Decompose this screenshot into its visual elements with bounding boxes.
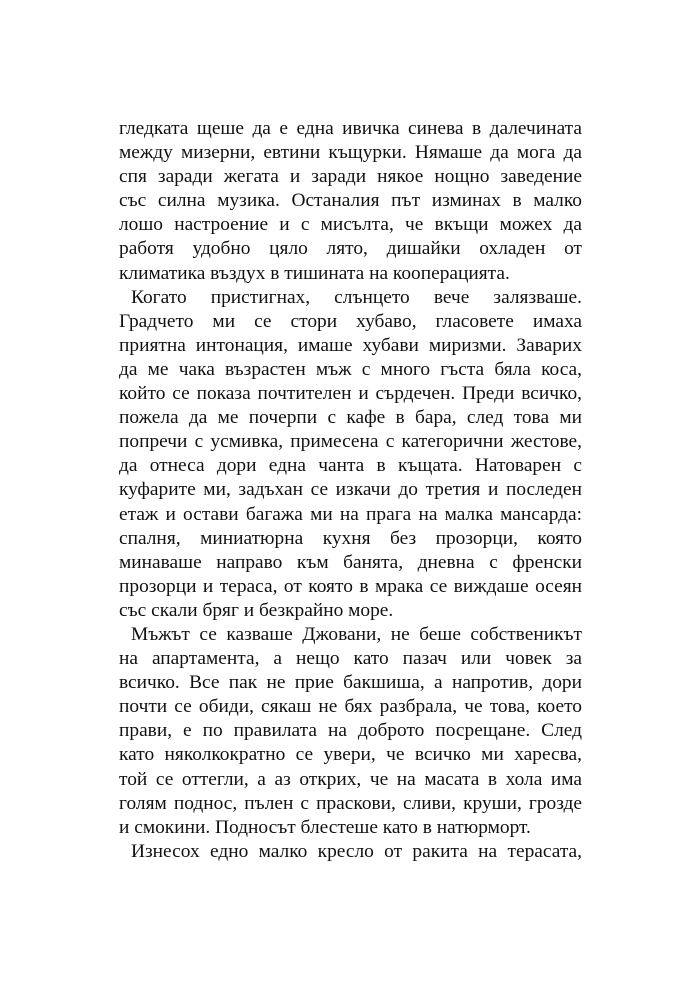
text-line: Когато пристигнах, слънцето вече залязваше.	[131, 286, 582, 308]
text-line: Мъжът се казваше Джовани, не беше собственикът	[131, 623, 582, 645]
text-line: на апартамента, а нещо като пазач или човек за	[119, 648, 582, 670]
text-line: етаж и остави багажа ми на прага на малка мансарда:	[119, 503, 582, 525]
text-line: той се оттегли, а аз открих, че на масата в хола има	[119, 768, 582, 790]
text-line: климатика въздух в тишината на кооперацията.	[119, 262, 510, 284]
book-page-text	[119, 117, 582, 864]
text-line: със скали бряг и безкрайно море.	[119, 599, 394, 621]
text-line: лошо настроение и с мисълта, че вкъщи можех да	[119, 214, 582, 236]
text-line: като няколкократно се увери, че всичко ми харесва,	[119, 744, 582, 766]
text-line: куфарите ми, задъхан се изкачи до третия и последен	[119, 479, 582, 501]
text-line: Изнесох едно малко кресло от ракита на терасата,	[131, 840, 582, 862]
text-line: всичко. Все пак не прие бакшиша, а напротив, дори	[119, 672, 582, 694]
text-line: да ме чака възрастен мъж с много гъста бяла коса,	[119, 358, 582, 380]
text-line: минаваше направо към банята, дневна с френски	[119, 551, 582, 573]
text-line: пожела да ме почерпи с кафе в бара, след това ми	[119, 407, 582, 429]
text-line: прозорци и тераса, от която в мрака се виждаше осеян	[119, 575, 582, 597]
text-line: който се показа почтителен и сърдечен. Преди всичко,	[119, 383, 582, 405]
text-line: попречи с усмивка, примесена с категорични жестове,	[119, 431, 582, 453]
text-line: приятна интонация, имаше хубави миризми. Заварих	[119, 334, 582, 356]
text-line: да отнеса дори една чанта в къщата. Натоварен с	[119, 455, 582, 477]
text-line: почти се обиди, сякаш не бях разбрала, че това, което	[119, 696, 582, 718]
text-line: голям поднос, пълен с праскови, сливи, круши, грозде	[119, 792, 582, 814]
text-line: спя заради жегата и заради някое нощно заведение	[119, 166, 582, 188]
text-line: със силна музика. Останалия път изминах в малко	[119, 190, 582, 212]
text-line: между мизерни, евтини къщурки. Нямаше да мога да	[119, 142, 582, 164]
text-line: гледката щеше да е една ивичка синева в далечината	[119, 118, 582, 139]
text-line: Градчето ми се стори хубаво, гласовете имаха	[119, 310, 582, 332]
text-line: и смокини. Подносът блестеше като в натюрморт.	[119, 816, 531, 838]
text-line: работя удобно цяло лято, дишайки охладен от	[119, 238, 582, 260]
text-line: спалня, миниатюрна кухня без прозорци, която	[119, 527, 582, 549]
text-line: прави, е по правилата на доброто посрещане. След	[119, 720, 582, 742]
